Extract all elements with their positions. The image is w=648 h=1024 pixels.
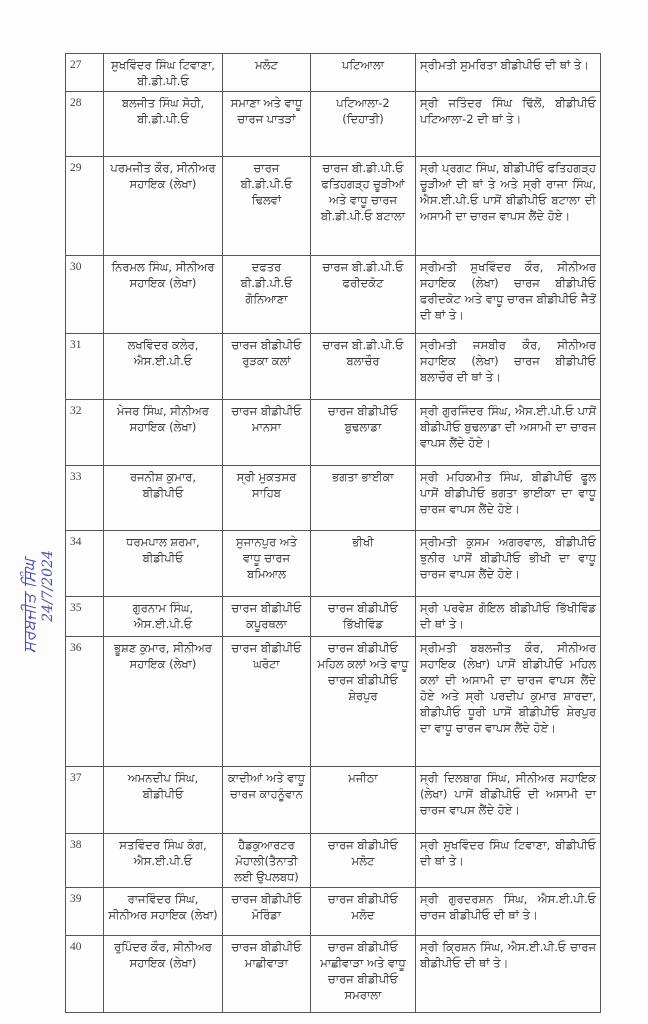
officer-name-cell: ਲਖਵਿੰਦਰ ਕਲੇਰ, ਐਸ.ਈ.ਪੀ.ਓ (104, 334, 223, 400)
officer-name-cell: ਪਰਮਜੀਤ ਕੌਰ, ਸੀਨੀਅਰ ਸਹਾਇਕ (ਲੇਖਾ) (104, 157, 223, 256)
current-posting-cell: ਸਮਾਣਾ ਅਤੇ ਵਾਧੂ ਚਾਰਜ ਪਾਤੜਾਂ (223, 92, 311, 157)
serial-number-cell: 32 (66, 400, 104, 466)
new-posting-cell: ਚਾਰਜ ਬੀਡੀਪੀਓ ਮਾਛੀਵਾੜਾ ਅਤੇ ਵਾਧੂ ਚਾਰਜ ਬੀਡੀਪੀਓ ਸਮਰਾਲਾ (311, 936, 416, 1013)
serial-number-cell: 31 (66, 334, 104, 400)
table-row (66, 597, 601, 637)
officer-name-cell: ਗੁਰਨਾਮ ਸਿੰਘ, ਐਸ.ਈ.ਪੀ.ਓ (104, 597, 223, 637)
officer-name-cell: ਰਾਜਵਿੰਦਰ ਸਿੰਘ, ਸੀਨੀਅਰ ਸਹਾਇਕ (ਲੇਖਾ) (104, 888, 223, 936)
table-row (66, 157, 601, 256)
handwritten-signature (20, 506, 56, 706)
remarks-cell: ਸ੍ਰੀਮਤੀ ਬਬਲਜੀਤ ਕੌਰ, ਸੀਨੀਅਰ ਸਹਾਇਕ (ਲੇਖਾ) ਪਾਸੋਂ ਬੀਡੀਪੀਓ ਮਹਿਲ ਕਲਾਂ ਦੀ ਅਸਾਮੀ ਦਾ ਚਾਰਜ ਵਾਪਸ ਲੈਂਦੇ ਹੋਏ ਅਤੇ ਸ੍ਰੀ ਪਰਦੀਪ ਕੁਮਾਰ ਸ਼ਾਰਦਾ, ਬੀਡੀਪੀਓ ਧੂਰੀ ਪਾਸੋਂ ਬੀਡੀਪੀਓ ਸ਼ੇਰਪੁਰ ਦਾ ਵਾਧੂ ਚਾਰਜ ਵਾਪਸ ਲੈਂਦੇ ਹੋਏ। (416, 637, 601, 767)
remarks-cell: ਸ੍ਰੀ ਸੁਖਵਿੰਦਰ ਸਿੰਘ ਟਿਵਾਣਾ, ਬੀਡੀਪੀਓ ਦੀ ਥਾਂ ਤੇ। (416, 834, 601, 888)
current-posting-cell: ਚਾਰਜ ਬੀ.ਡੀ.ਪੀ.ਓ ਢਿਲਵਾਂ (223, 157, 311, 256)
table-row (66, 256, 601, 334)
remarks-cell: ਸ੍ਰੀਮਤੀ ਸੁਮਰਿਤਾ ਬੀਡੀਪੀਓ ਦੀ ਥਾਂ ਤੇ। (416, 54, 601, 92)
table-row (66, 54, 601, 92)
current-posting-cell: ਚਾਰਜ ਬੀਡੀਪੀਓ ਮੋਰਿੰਡਾ (223, 888, 311, 936)
current-posting-cell: ਮਲੋਟ (223, 54, 311, 92)
remarks-cell: ਸ੍ਰੀ ਦਿਲਬਾਗ ਸਿੰਘ, ਸੀਨੀਅਰ ਸਹਾਇਕ (ਲੇਖਾ) ਪਾਸੋਂ ਬੀਡੀਪੀਓ ਦੀ ਅਸਾਮੀ ਦਾ ਚਾਰਜ ਵਾਪਸ ਲੈਂਦੇ ਹੋਏ। (416, 767, 601, 834)
transfer-table (65, 53, 601, 1013)
serial-number-cell: 37 (66, 767, 104, 834)
new-posting-cell: ਚਾਰਜ ਬੀਡੀਪੀਓ ਮਲੋਟ (311, 834, 416, 888)
new-posting-cell: ਪਟਿਆਲਾ (311, 54, 416, 92)
table-row (66, 888, 601, 936)
serial-number-cell: 34 (66, 531, 104, 597)
remarks-cell: ਸ੍ਰੀ ਪਰਵੇਸ਼ ਗੋਇਲ ਬੀਡੀਪੀਓ ਭਿੱਖੀਵਿੰਡ ਦੀ ਥਾਂ ਤੇ। (416, 597, 601, 637)
officer-name-cell: ਭੂਸ਼ਣ ਕੁਮਾਰ, ਸੀਨੀਅਰ ਸਹਾਇਕ (ਲੇਖਾ) (104, 637, 223, 767)
current-posting-cell: ਸੁਜਾਨਪੁਰ ਅਤੇ ਵਾਧੂ ਚਾਰਜ ਬਮਿਆਲ (223, 531, 311, 597)
serial-number-cell: 29 (66, 157, 104, 256)
serial-number-cell: 40 (66, 936, 104, 1013)
officer-name-cell: ਧਰਮਪਾਲ ਸ਼ਰਮਾ, ਬੀਡੀਪੀਓ (104, 531, 223, 597)
officer-name-cell: ਮੇਜਰ ਸਿੰਘ, ਸੀਨੀਅਰ ਸਹਾਇਕ (ਲੇਖਾ) (104, 400, 223, 466)
table-row (66, 637, 601, 767)
serial-number-cell: 28 (66, 92, 104, 157)
table-row (66, 400, 601, 466)
table-row (66, 767, 601, 834)
table-row (66, 334, 601, 400)
remarks-cell: ਸ੍ਰੀ ਮਹਿਕਮੀਤ ਸਿੰਘ, ਬੀਡੀਪੀਓ ਫੂਲ ਪਾਸੋਂ ਬੀਡੀਪੀਓ ਭਗਤਾ ਭਾਈਕਾ ਦਾ ਵਾਧੂ ਚਾਰਜ ਵਾਪਸ ਲੈਂਦੇ ਹੋਏ। (416, 466, 601, 531)
officer-name-cell: ਰੁਪਿੰਦਰ ਕੌਰ, ਸੀਨੀਅਰ ਸਹਾਇਕ (ਲੇਖਾ) (104, 936, 223, 1013)
new-posting-cell: ਚਾਰਜ ਬੀਡੀਪੀਓ ਭਿੱਖੀਵਿੰਡ (311, 597, 416, 637)
current-posting-cell: ਚਾਰਜ ਬੀਡੀਪੀਓ ਮਾਛੀਵਾੜਾ (223, 936, 311, 1013)
serial-number-cell: 35 (66, 597, 104, 637)
serial-number-cell: 27 (66, 54, 104, 92)
remarks-cell: ਸ੍ਰੀ ਗੁਰਜਿੰਦਰ ਸਿੰਘ, ਐਸ.ਈ.ਪੀ.ਓ ਪਾਸੋਂ ਬੀਡੀਪੀਓ ਬੁਢਲਾਡਾ ਦੀ ਅਸਾਮੀ ਦਾ ਚਾਰਜ ਵਾਪਸ ਲੈਂਦੇ ਹੋਏ। (416, 400, 601, 466)
current-posting-cell: ਚਾਰਜ ਬੀਡੀਪੀਓ ਰੁੜਕਾ ਕਲਾਂ (223, 334, 311, 400)
remarks-cell: ਸ੍ਰੀ ਜਤਿੰਦਰ ਸਿੰਘ ਢਿੱਲੋਂ, ਬੀਡੀਪੀਓ ਪਟਿਆਲਾ-2 ਦੀ ਥਾਂ ਤੇ। (416, 92, 601, 157)
new-posting-cell: ਚਾਰਜ ਬੀਡੀਪੀਓ ਮਲੋਦ (311, 888, 416, 936)
officer-name-cell: ਸੁਖਵਿੰਦਰ ਸਿੰਘ ਟਿਵਾਣਾ, ਬੀ.ਡੀ.ਪੀ.ਓ (104, 54, 223, 92)
new-posting-cell: ਭੀਖੀ (311, 531, 416, 597)
remarks-cell: ਸ੍ਰੀਮਤੀ ਕੁਸਮ ਅਗਰਵਾਲ, ਬੀਡੀਪੀਓ ਝੁਨੀਰ ਪਾਸੋਂ ਬੀਡੀਪੀਓ ਭੀਖੀ ਦਾ ਵਾਧੂ ਚਾਰਜ ਵਾਪਸ ਲੈਂਦੇ ਹੋਏ। (416, 531, 601, 597)
remarks-cell: ਸ੍ਰੀ ਗੁਰਦਰਸ਼ਨ ਸਿੰਘ, ਐਸ.ਈ.ਪੀ.ਓ ਚਾਰਜ ਬੀਡੀਪੀਓ ਦੀ ਥਾਂ ਤੇ। (416, 888, 601, 936)
current-posting-cell: ਦਫਤਰ ਬੀ.ਡੀ.ਪੀ.ਓ ਗੋਨਿਆਣਾ (223, 256, 311, 334)
new-posting-cell: ਚਾਰਜ ਬੀਡੀਪੀਓ ਮਹਿਲ ਕਲਾਂ ਅਤੇ ਵਾਧੂ ਚਾਰਜ ਬੀਡੀਪੀਓ ਸ਼ੇਰਪੁਰ (311, 637, 416, 767)
remarks-cell: ਸ੍ਰੀ ਕ੍ਰਿਸ਼ਨ ਸਿੰਘ, ਐਸ.ਈ.ਪੀ.ਓ ਚਾਰਜ ਬੀਡੀਪੀਓ ਦੀ ਥਾਂ ਤੇ। (416, 936, 601, 1013)
current-posting-cell: ਚਾਰਜ ਬੀਡੀਪੀਓ ਕਪੂਰਥਲਾ (223, 597, 311, 637)
remarks-cell: ਸ੍ਰੀਮਤੀ ਸੁਖਵਿੰਦਰ ਕੌਰ, ਸੀਨੀਅਰ ਸਹਾਇਕ (ਲੇਖਾ) ਚਾਰਜ ਬੀਡੀਪੀਓ ਫਰੀਦਕੋਟ ਅਤੇ ਵਾਧੂ ਚਾਰਜ ਬੀਡੀਪੀਓ ਜੈਤੋਂ ਦੀ ਥਾਂ ਤੇ। (416, 256, 601, 334)
officer-name-cell: ਸਤਵਿੰਦਰ ਸਿੰਘ ਕੰਗ, ਐਸ.ਈ.ਪੀ.ਓ (104, 834, 223, 888)
remarks-cell: ਸ੍ਰੀਮਤੀ ਜਸਬੀਰ ਕੌਰ, ਸੀਨੀਅਰ ਸਹਾਇਕ (ਲੇਖਾ) ਚਾਰਜ ਬੀਡੀਪੀਓ ਬਲਾਚੌਰ ਦੀ ਥਾਂ ਤੇ। (416, 334, 601, 400)
table-row (66, 92, 601, 157)
serial-number-cell: 33 (66, 466, 104, 531)
officer-name-cell: ਨਿਰਮਲ ਸਿੰਘ, ਸੀਨੀਅਰ ਸਹਾਇਕ (ਲੇਖਾ) (104, 256, 223, 334)
current-posting-cell: ਸ੍ਰੀ ਮੁਕਤਸਰ ਸਾਹਿਬ (223, 466, 311, 531)
transfer-table-body (66, 54, 601, 1013)
signature-date: 24/7/2024 (40, 550, 56, 622)
new-posting-cell: ਚਾਰਜ ਬੀ.ਡੀ.ਪੀ.ਓ ਫਤਿਹਗੜ੍ਹ ਚੂੜੀਆਂ ਅਤੇ ਵਾਧੂ ਚਾਰਜ ਬੀ.ਡੀ.ਪੀ.ਓ ਬਟਾਲਾ (311, 157, 416, 256)
table-row (66, 531, 601, 597)
remarks-cell: ਸ੍ਰੀ ਪ੍ਰਗਟ ਸਿੰਘ, ਬੀਡੀਪੀਓ ਫਤਿਹਗੜ੍ਹ ਚੂੜੀਆਂ ਦੀ ਥਾਂ ਤੇ ਅਤੇ ਸ੍ਰੀ ਰਾਜਾ ਸਿੰਘ, ਐਸ.ਈ.ਪੀ.ਓ ਪਾਸੋਂ ਬੀਡੀਪੀਓ ਬਟਾਲਾ ਦੀ ਅਸਾਮੀ ਦਾ ਚਾਰਜ ਵਾਪਸ ਲੈਂਦੇ ਹੋਏ। (416, 157, 601, 256)
new-posting-cell: ਮਜੀਠਾ (311, 767, 416, 834)
serial-number-cell: 30 (66, 256, 104, 334)
new-posting-cell: ਚਾਰਜ ਬੀ.ਡੀ.ਪੀ.ਓ ਬਲਾਚੌਰ (311, 334, 416, 400)
table-row (66, 466, 601, 531)
signature-name: ਸਰਬਜੀਤ ਸਿੰਘ (20, 558, 40, 654)
serial-number-cell: 39 (66, 888, 104, 936)
serial-number-cell: 38 (66, 834, 104, 888)
current-posting-cell: ਹੈਡਕੁਆਰਟਰ ਮੋਹਾਲੀ(ਤੈਨਾਤੀ ਲਈ ਉਪਲਬਧ) (223, 834, 311, 888)
current-posting-cell: ਕਾਦੀਆਂ ਅਤੇ ਵਾਧੂ ਚਾਰਜ ਕਾਹਨੂੰਵਾਨ (223, 767, 311, 834)
current-posting-cell: ਚਾਰਜ ਬੀਡੀਪੀਓ ਮਾਨਸਾ (223, 400, 311, 466)
table-row (66, 936, 601, 1013)
table-row (66, 834, 601, 888)
new-posting-cell: ਭਗਤਾ ਭਾਈਕਾ (311, 466, 416, 531)
officer-name-cell: ਬਲਜੀਤ ਸਿੰਘ ਸੋਹੀ, ਬੀ.ਡੀ.ਪੀ.ਓ (104, 92, 223, 157)
serial-number-cell: 36 (66, 637, 104, 767)
officer-name-cell: ਰਜਨੀਸ਼ ਕੁਮਾਰ, ਬੀਡੀਪੀਓ (104, 466, 223, 531)
new-posting-cell: ਚਾਰਜ ਬੀ.ਡੀ.ਪੀ.ਓ ਫਰੀਦਕੋਟ (311, 256, 416, 334)
current-posting-cell: ਚਾਰਜ ਬੀਡੀਪੀਓ ਘਰੋਟਾ (223, 637, 311, 767)
officer-name-cell: ਅਮਨਦੀਪ ਸਿੰਘ, ਬੀਡੀਪੀਓ (104, 767, 223, 834)
new-posting-cell: ਪਟਿਆਲਾ-2 (ਦਿਹਾਤੀ) (311, 92, 416, 157)
new-posting-cell: ਚਾਰਜ ਬੀਡੀਪੀਓ ਬੁਢਲਾਡਾ (311, 400, 416, 466)
